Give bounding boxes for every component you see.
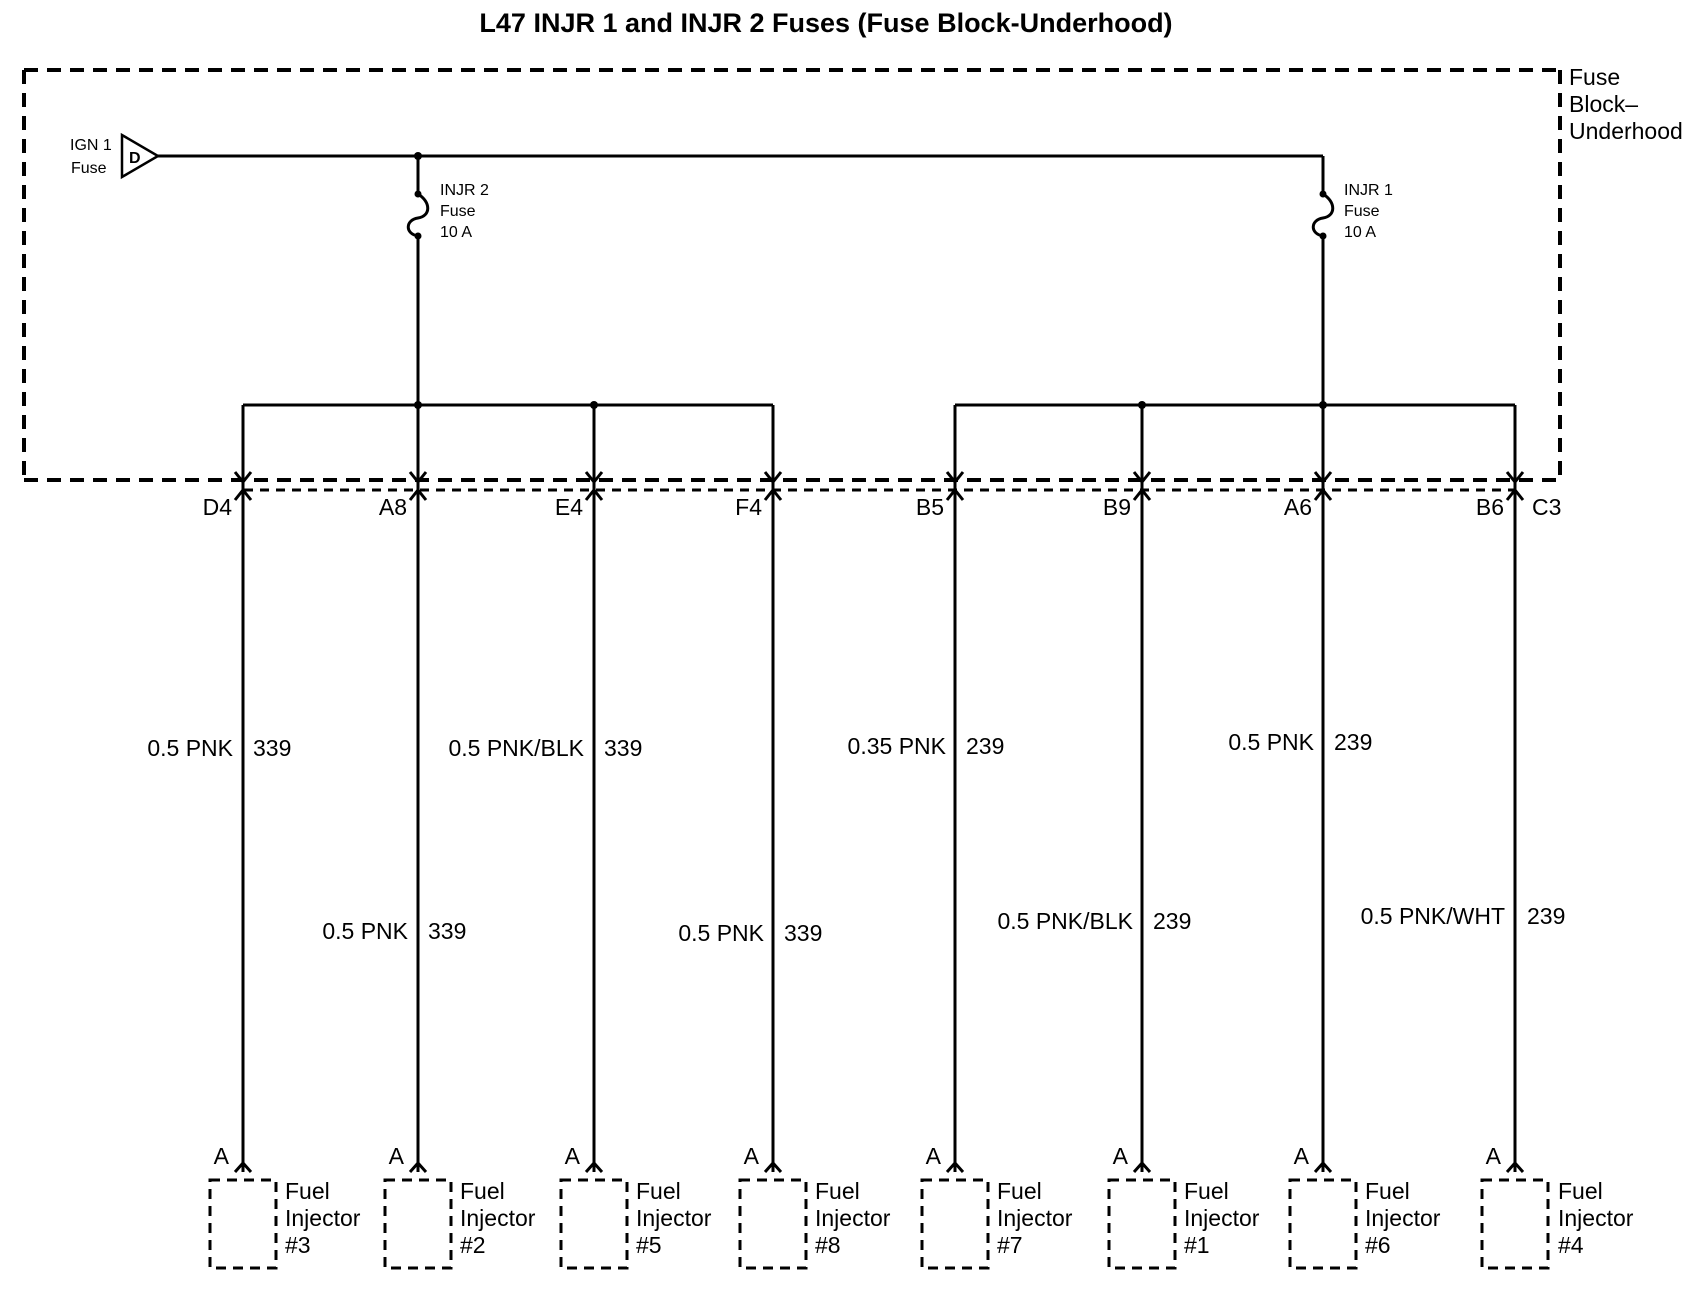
- terminal-label: A: [925, 1143, 941, 1169]
- injr2-fuse-label-line3: 10 A: [440, 224, 473, 241]
- injector-label-line2: Injector: [460, 1205, 536, 1231]
- injector-label-line2: Injector: [997, 1205, 1073, 1231]
- injector-label-line2: Injector: [1184, 1205, 1260, 1231]
- injector-label-line1: Fuel: [815, 1178, 860, 1204]
- injector-label-line3: #5: [636, 1232, 662, 1258]
- injector-label-line1: Fuel: [285, 1178, 330, 1204]
- terminal-label: A: [213, 1143, 229, 1169]
- circuit-injector-7: [922, 405, 988, 1268]
- injector-label-line1: Fuel: [460, 1178, 505, 1204]
- terminal-label: A: [743, 1143, 759, 1169]
- injector-label-line2: Injector: [285, 1205, 361, 1231]
- wire-color-label: 0.5 PNK: [1228, 729, 1314, 755]
- fuse-block-label-line1: Fuse: [1569, 64, 1621, 90]
- ign1-fuse-label-line1: IGN 1: [70, 137, 112, 154]
- terminal-label: A: [1485, 1143, 1501, 1169]
- circuit-number-label: 239: [1153, 908, 1192, 934]
- circuit-injector-2: [385, 405, 451, 1268]
- injector-2-box: [385, 1180, 451, 1268]
- wire-color-label: 0.5 PNK: [678, 920, 764, 946]
- injr1-fuse-label-line1: INJR 1: [1344, 182, 1393, 199]
- connector-label-b9: B9: [1102, 494, 1131, 520]
- wire-color-label: 0.5 PNK: [322, 918, 408, 944]
- fuse-block-enclosure: [24, 70, 1560, 480]
- injector-label-line1: Fuel: [1365, 1178, 1410, 1204]
- injector-label-line3: #7: [997, 1232, 1023, 1258]
- connector-label-f4: F4: [735, 494, 762, 520]
- circuit-injector-6: [1290, 405, 1356, 1268]
- injector-label-line3: #2: [460, 1232, 486, 1258]
- circuit-injector-5: [561, 405, 627, 1268]
- circuit-injector-3: [210, 405, 276, 1268]
- wire-color-label: 0.5 PNK: [147, 735, 233, 761]
- injector-label-line2: Injector: [815, 1205, 891, 1231]
- injr1-fuse-label-line2: Fuse: [1344, 203, 1380, 220]
- injector-label-line3: #4: [1558, 1232, 1584, 1258]
- injector-label-line3: #1: [1184, 1232, 1210, 1258]
- terminal-label: A: [564, 1143, 580, 1169]
- wire-color-label: 0.5 PNK/WHT: [1360, 903, 1505, 929]
- injector-6-box: [1290, 1180, 1356, 1268]
- wire-color-label: 0.5 PNK/BLK: [448, 735, 584, 761]
- injector-label-line1: Fuel: [1184, 1178, 1229, 1204]
- fuse-block-label-line3: Underhood: [1569, 118, 1683, 144]
- injector-label-line1: Fuel: [997, 1178, 1042, 1204]
- circuit-injector-4: [1482, 405, 1548, 1268]
- circuit-injector-1: [1109, 405, 1175, 1268]
- wire-color-label: 0.35 PNK: [847, 733, 946, 759]
- ign1-terminal-label: D: [129, 150, 141, 167]
- injector-label-line2: Injector: [636, 1205, 712, 1231]
- injector-label-line2: Injector: [1558, 1205, 1634, 1231]
- connector-label-a6: A6: [1283, 494, 1312, 520]
- connector-label-b6: B6: [1475, 494, 1504, 520]
- injector-7-box: [922, 1180, 988, 1268]
- injr1-fuse-label-line3: 10 A: [1344, 224, 1377, 241]
- injector-5-box: [561, 1180, 627, 1268]
- injr1-fuse-symbol: [1313, 156, 1333, 405]
- terminal-label: A: [1293, 1143, 1309, 1169]
- connector-label-d4: D4: [202, 494, 232, 520]
- fuse-block-label-line2: Block–: [1569, 91, 1639, 117]
- injector-label-line3: #8: [815, 1232, 841, 1258]
- ign1-fuse-label-line2: Fuse: [71, 160, 107, 177]
- diagram-title: L47 INJR 1 and INJR 2 Fuses (Fuse Block-Underhood): [479, 8, 1173, 38]
- connector-label-b5: B5: [915, 494, 944, 520]
- connector-c3-label: C3: [1532, 494, 1562, 520]
- terminal-label: A: [388, 1143, 404, 1169]
- injr2-fuse-label-line1: INJR 2: [440, 182, 489, 199]
- circuit-number-label: 239: [966, 733, 1005, 759]
- terminal-label: A: [1112, 1143, 1128, 1169]
- circuit-number-label: 339: [253, 735, 292, 761]
- injector-8-box: [740, 1180, 806, 1268]
- circuit-number-label: 339: [428, 918, 467, 944]
- injector-label-line1: Fuel: [1558, 1178, 1603, 1204]
- injector-3-box: [210, 1180, 276, 1268]
- circuit-number-label: 339: [784, 920, 823, 946]
- injector-label-line1: Fuel: [636, 1178, 681, 1204]
- injector-label-line3: #3: [285, 1232, 311, 1258]
- injector-label-line3: #6: [1365, 1232, 1391, 1258]
- connector-label-a8: A8: [378, 494, 407, 520]
- connector-label-e4: E4: [554, 494, 583, 520]
- circuit-number-label: 339: [604, 735, 643, 761]
- injector-1-box: [1109, 1180, 1175, 1268]
- wire-color-label: 0.5 PNK/BLK: [997, 908, 1133, 934]
- circuit-number-label: 239: [1334, 729, 1373, 755]
- injr2-fuse-label-line2: Fuse: [440, 203, 476, 220]
- injector-label-line2: Injector: [1365, 1205, 1441, 1231]
- injr2-fuse-symbol: [408, 156, 428, 405]
- injector-4-box: [1482, 1180, 1548, 1268]
- circuit-injector-8: [740, 405, 806, 1268]
- circuit-number-label: 239: [1527, 903, 1566, 929]
